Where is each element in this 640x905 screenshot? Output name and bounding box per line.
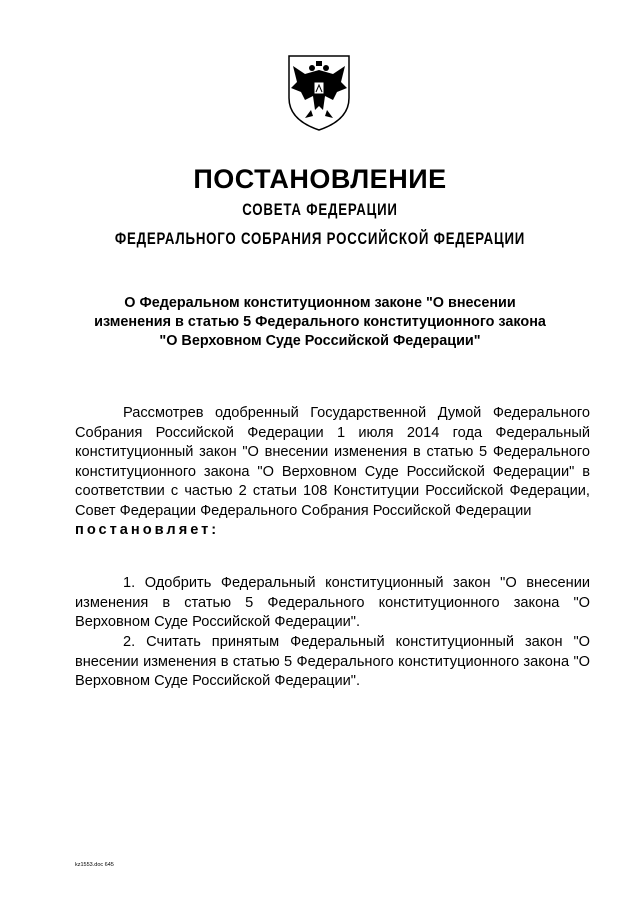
issuer-line-2: ФЕДЕРАЛЬНОГО СОБРАНИЯ РОССИЙСКОЙ ФЕДЕРАЦИИ <box>114 229 526 248</box>
document-heading <box>60 294 580 351</box>
document-title: ПОСТАНОВЛЕНИЕ <box>193 164 447 194</box>
resolution-item-2: 2. Считать принятым Федеральный конституционный закон "О внесении изменения в статью 5 Федерального конституционного закона "О Верховном Суде Российской Федерации". <box>75 634 590 689</box>
file-reference: kz1553.doc 645 <box>75 862 114 868</box>
issuer-line-1: СОВЕТА ФЕДЕРАЦИИ <box>242 200 398 219</box>
russian-coat-of-arms-icon <box>283 52 355 132</box>
intro-paragraph <box>75 404 590 541</box>
intro-text: Рассмотрев одобренный Государственной Думой Федерального Собрания Российской Федерации 1 июля 2014 года Федеральный конституционный закон "О внесении изменения в статью 5 Федерального конституционного закона "О Верховном Суде Российской Федерации" в соответствии с частью 2 статьи 108 Конституции Российской Федерации, Совет Федерации Федерального Собрания Российской Федерации <box>75 405 590 519</box>
resolution-item-1: 1. Одобрить Федеральный конституционный закон "О внесении изменения в статью 5 Федерального конституционного закона "О Верховном Суде Российской Федерации". <box>75 575 590 630</box>
decree-word: постановляет: <box>75 522 220 538</box>
heading-line-2: изменения в статью 5 Федерального конституционного закона <box>94 314 546 330</box>
heading-line-1: О Федеральном конституционном законе "О внесении <box>124 295 516 311</box>
heading-line-3: "О Верховном Суде Российской Федерации" <box>159 333 481 349</box>
